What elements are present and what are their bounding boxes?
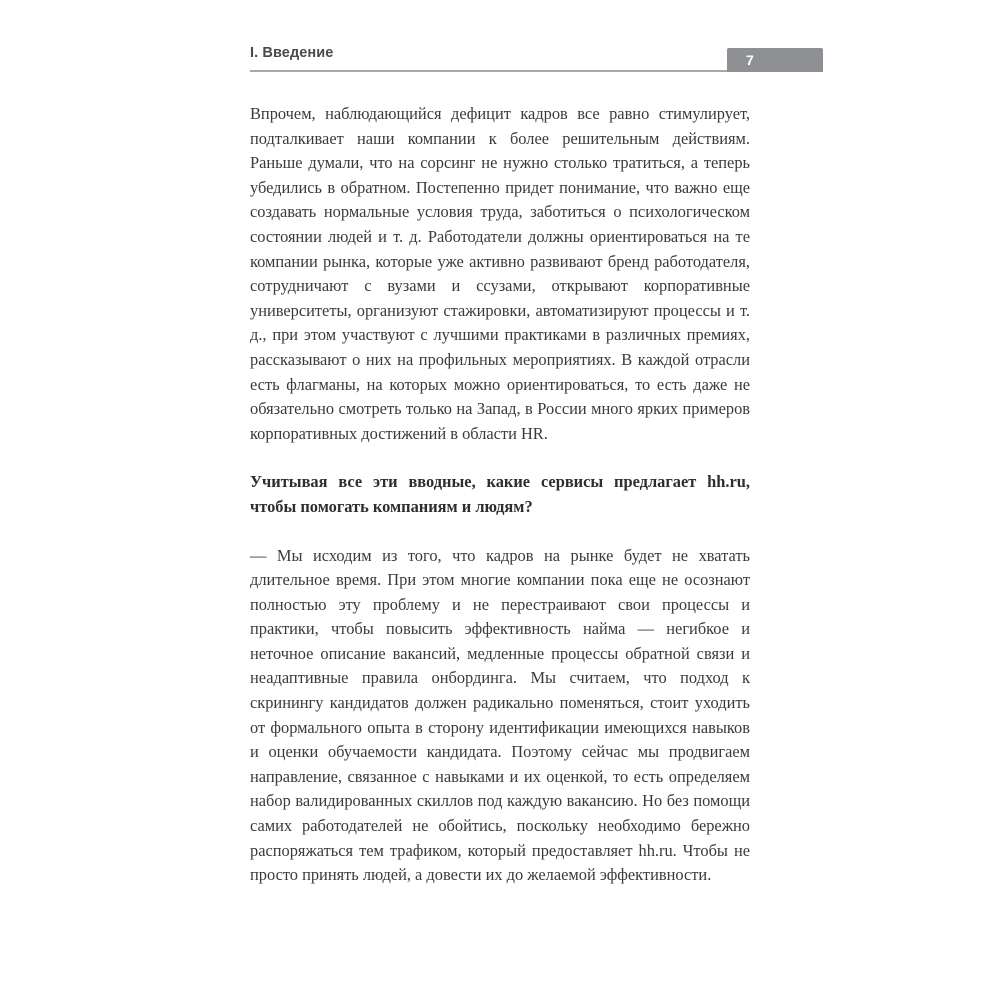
interview-answer: — Мы исходим из того, что кадров на рынке будет не хватать длительное время. При этом многие компании пока еще не осознают полностью эту проблему и не перестраивают свои процессы и практики, чтобы повысить эффективность найма — негибкое и неточное описание вакансий, медленные процессы обратной связи и неадаптивные правила онбординга. Мы считаем, что подход к скринингу кандидатов должен радикально поменяться, стоит уходить от формального опыта в сторону идентификации имеющихся навыков и оценки обучаемости кандидата. Поэтому сейчас мы продвигаем направление, связанное с навыками и их оценкой, то есть определяем набор валидированных скиллов под каждую вакансию. Но без помощи самих работодателей не обойтись, поскольку необходимо бережно распоряжаться тем трафиком, который предоставляет hh.ru. Чтобы не просто принять людей, а довести их до желаемой эффективности. <box>250 545 750 885</box>
running-header <box>250 44 823 74</box>
body-text-column <box>250 102 750 888</box>
page-number-badge <box>727 48 823 72</box>
paragraph-intro: Впрочем, наблюдающийся дефицит кадров все равно стимулирует, подталкивает наши компании к более решительным действиям. Раньше думали, что на сорсинг не нужно столько тратиться, а теперь убедились в обратном. Постепенно придет понимание, что важно еще создавать нормальные условия труда, заботиться о психологическом состоянии людей и т. д. Работодатели должны ориентироваться на те компании рынка, которые уже активно развивают бренд работодателя, сотрудничают с вузами и ссузами, открывают корпоративные университеты, организуют стажировки, автоматизируют процессы и т. д., при этом участвуют с лучшими практиками в различных премиях, рассказывают о них на профильных мероприятиях. В каждой отрасли есть флагманы, на которых можно ориентироваться, то есть даже не обязательно смотреть только на Запад, в России много ярких примеров корпоративных достижений в области HR. <box>250 104 750 443</box>
header-rule <box>250 70 727 72</box>
interview-question: Учитывая все эти вводные, какие сервисы предлагает hh.ru, чтобы помогать компаниям и людям? <box>250 472 750 516</box>
page-number: 7 <box>746 52 754 68</box>
chapter-title: I. Введение <box>250 45 334 61</box>
